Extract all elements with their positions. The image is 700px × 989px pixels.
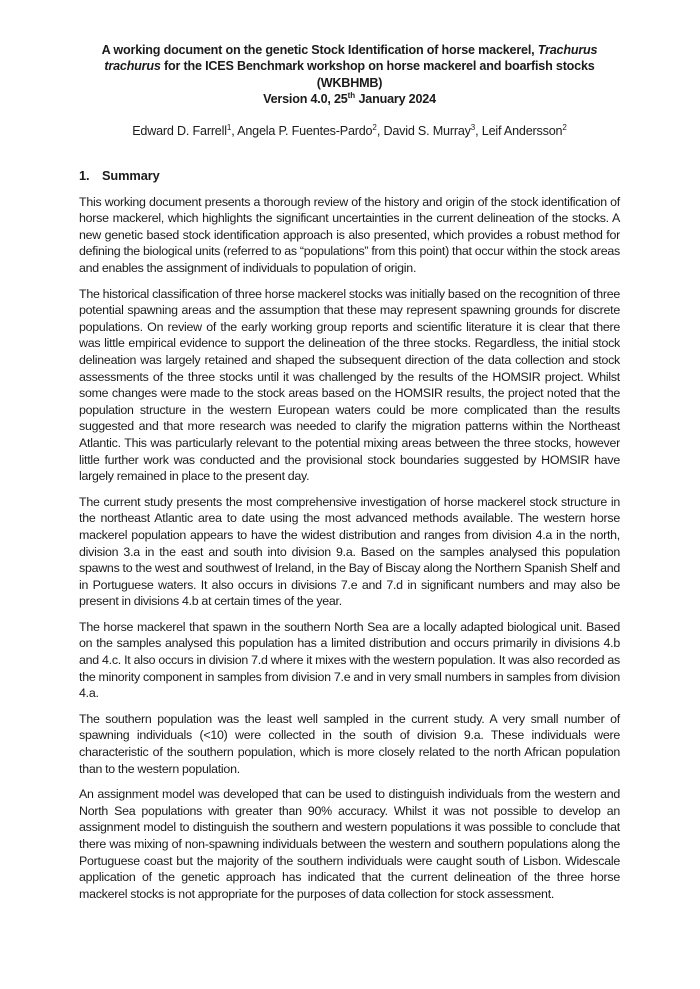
title-line-3-acronym bbox=[79, 75, 620, 91]
author-name: Leif Andersson bbox=[481, 123, 563, 138]
author-affiliation-number: 2 bbox=[372, 122, 377, 132]
summary-paragraph-4: The horse mackerel that spawn in the southern North Sea are a locally adapted biological unit. Based on the samples analysed this population has a limited distribution and occurs primarily in divisions 4.b and 4.c. It also occurs in division 7.d where it mixes with the western population. It was also recorded as the minority component in samples from division 7.e and in very small numbers in samples from division 4.a. bbox=[79, 619, 620, 701]
author bbox=[132, 124, 237, 138]
author bbox=[237, 124, 383, 138]
section-heading bbox=[79, 168, 620, 184]
section-number: 1. bbox=[79, 167, 90, 183]
version-date: January 2024 bbox=[355, 92, 436, 107]
title-line-1 bbox=[79, 42, 620, 58]
author-separator: , bbox=[231, 123, 238, 138]
version-text: Version 4.0, 25 bbox=[263, 92, 348, 107]
summary-paragraph-2: The historical classification of three horse mackerel stocks was initially based on the recognition of three potential spawning areas and the assumption that these may represent spawning grounds for discrete populations. On review of the early working group reports and scientific literature it is clear that there was little empirical evidence to support the delineation of the three stocks. Regardless, the initial stock delineation was largely retained and shaped the subsequent direction of the data collection and stock assessments of the three stocks until it was challenged by the results of the HOMSIR project. Whilst some changes were made to the stock areas based on the HOMSIR results, the project noted that the population structure in the western European waters could be more complicated than the results suggested and that more research was needed to clarify the migration patterns within the Northeast Atlantic. This was particularly relevant to the potential mixing areas between the three stocks, however little further work was conducted and the provisional stock boundaries suggested by HOMSIR have largely remained in place to the present day. bbox=[79, 286, 620, 484]
author bbox=[482, 124, 567, 138]
author-separator: , bbox=[376, 123, 384, 138]
author-name: Edward D. Farrell bbox=[132, 123, 227, 138]
author-affiliation-number: 2 bbox=[562, 122, 567, 132]
author-affiliation-number: 1 bbox=[226, 122, 232, 132]
summary-paragraph-5: The southern population was the least well sampled in the current study. A very small number of spawning individuals (<10) were collected in the south of division 9.a. These individuals were characteristic of the southern population, which is more closely related to the north African population than to the western population. bbox=[79, 711, 620, 776]
title-line-2 bbox=[79, 58, 620, 74]
species-name-italic: trachurus bbox=[104, 59, 161, 74]
title-text: A working document on the genetic Stock Identification of horse mackerel, bbox=[101, 43, 538, 57]
author-name: David S. Murray bbox=[383, 123, 471, 138]
ordinal-suffix: th bbox=[347, 91, 356, 101]
title-text: for the ICES Benchmark workshop on horse mackerel and boarfish stocks bbox=[160, 59, 595, 74]
author-name: Angela P. Fuentes-Pardo bbox=[237, 123, 373, 138]
summary-section bbox=[79, 168, 620, 903]
document-header bbox=[79, 42, 620, 139]
summary-paragraph-1: This working document presents a thorough review of the history and origin of the stock identification of horse mackerel, which highlights the significant uncertainties in the current delineation of the stocks. A new genetic based stock identification approach is also presented, which provides a robust method for defining the biological units (referred to as “populations” from this point) that occur within the stock areas and enables the assignment of individuals to population of origin. bbox=[79, 194, 620, 275]
author-affiliation-number: 3 bbox=[470, 122, 476, 132]
document-title bbox=[79, 42, 620, 108]
author-separator: , bbox=[475, 123, 482, 138]
summary-paragraph-3: The current study presents the most comprehensive investigation of horse mackerel stock structure in the northeast Atlantic area to date using the most advanced methods available. The western horse mackerel population appears to have the widest distribution and ranges from division 4.a in the north, division 3.a in the east and south into division 9.a. Based on the samples analysed this population spawns to the west and southwest of Ireland, in the Bay of Biscay along the Northern Spanish Shelf and in Portuguese waters. It also occurs in divisions 7.e and 7.d in significant numbers and may also be present in divisions 4.b at certain times of the year. bbox=[79, 494, 620, 609]
author bbox=[383, 124, 481, 138]
summary-paragraph-6: An assignment model was developed that can be used to distinguish individuals from the western and North Sea populations with greater than 90% accuracy. Whilst it was not possible to develop an assignment model to distinguish the southern and western populations it was possible to conclude that there was mixing of non-spawning individuals between the western and southern populations along the Portuguese coast but the majority of the southern individuals were caught south of Lisbon. Widescale application of the genetic approach has indicated that the current delineation of the three horse mackerel stocks is not appropriate for the purposes of data collection for stock assessment. bbox=[79, 787, 620, 901]
version-line bbox=[79, 91, 620, 107]
author-line bbox=[79, 123, 620, 139]
section-title: Summary bbox=[102, 167, 160, 183]
workshop-acronym: (WKBHMB) bbox=[316, 75, 383, 90]
species-name-italic: Trachurus bbox=[537, 43, 598, 57]
